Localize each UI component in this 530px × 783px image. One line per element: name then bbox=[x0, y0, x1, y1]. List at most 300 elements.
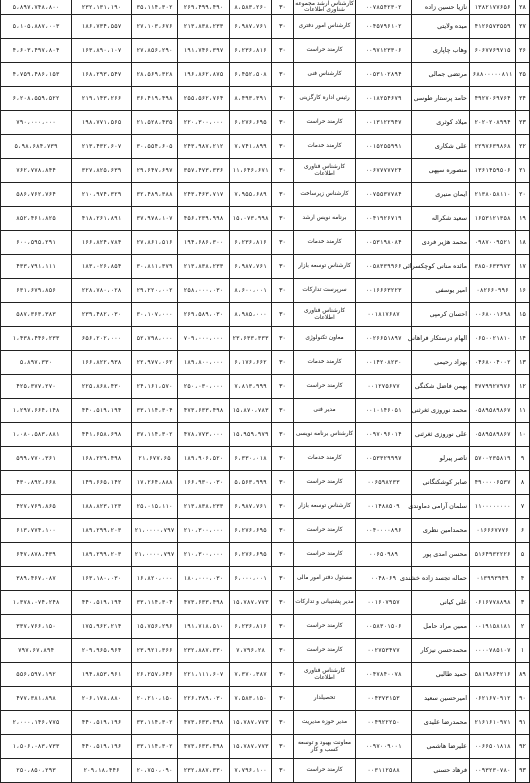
net-salary: ۱۸۸،۸۲۳،۱۲۳ bbox=[72, 495, 132, 519]
daily-wage: ۶،۲۷۶،۶۹۵ bbox=[230, 543, 272, 567]
gross-salary: ۱۸۹،۹۰۶،۵۲۰ bbox=[178, 447, 230, 471]
personnel-code: ۱۳۶۱۴۵۹۵۰۶ bbox=[470, 159, 516, 183]
total-amount: ۶۰۰،۵۹۵،۲۹۱ bbox=[1, 231, 72, 255]
daily-wage: ۶،۹۸۷،۷۶۱ bbox=[230, 495, 272, 519]
gross-salary: ۲۶۹،۴۹۹،۴۹۰ bbox=[178, 0, 230, 15]
deductions: ۲۷،۸۵۶،۲۹۰ bbox=[132, 39, 178, 63]
job-title: کارمند حراست bbox=[294, 639, 356, 663]
deductions: ۲۶،۲۵۷،۶۴۶ bbox=[132, 663, 178, 687]
work-days: ۳۰ bbox=[272, 231, 294, 255]
table-row bbox=[1, 471, 530, 495]
deductions: ۳۲،۴۸۹،۳۸۸ bbox=[132, 183, 178, 207]
deductions: ۳۳،۱۱۴،۳۰۴ bbox=[132, 399, 178, 423]
row-number: ۲۰ bbox=[516, 183, 530, 207]
gross-salary: ۲۵۸،۰۰۰،۰۳۰ bbox=[178, 279, 230, 303]
total-amount: ۵۹۹،۷۷۰،۳۶۱ bbox=[1, 447, 72, 471]
daily-wage: ۷،۷۹۶،۱۰۰ bbox=[230, 759, 272, 783]
work-days: ۳۰ bbox=[272, 135, 294, 159]
work-days: ۳۰ bbox=[272, 111, 294, 135]
personnel-code: ۲۲۹۷۶۳۹۸۶۸ bbox=[470, 135, 516, 159]
deductions: ۵۲،۷۹۸،۰۰۰ bbox=[132, 327, 178, 351]
national-id: ۰۰۱۴۸۸۵۰۹ bbox=[356, 495, 412, 519]
national-id: ۰۰۵۳۳۲۹۹۹۷ bbox=[356, 447, 412, 471]
work-days: ۳۰ bbox=[272, 351, 294, 375]
gross-salary: ۲۱۳،۸۳۸،۲۳۳ bbox=[178, 495, 230, 519]
personnel-code: ۲۱۶۱۶۱۰۹۷۱ bbox=[470, 711, 516, 735]
employee-name: سعید شکراله bbox=[412, 207, 470, 231]
national-id: ۰۰۳۱۱۲۵۸۸ bbox=[356, 759, 412, 783]
deductions: ۲۴،۱۶۱،۵۷۰ bbox=[132, 375, 178, 399]
daily-wage: ۶،۹۸۷،۷۶۱ bbox=[230, 255, 272, 279]
job-title: مدیر پشتیبانی و تدارکات bbox=[294, 591, 356, 615]
total-amount: ۷۹۰،۰۰۰،۰۰۰ bbox=[1, 111, 72, 135]
employee-name: علیرضا هاشمی bbox=[412, 735, 470, 759]
job-title: سرپرست تدارکات bbox=[294, 279, 356, 303]
net-salary: ۱۶۶،۸۲۴،۷۸۴ bbox=[72, 231, 132, 255]
table-row bbox=[1, 183, 530, 207]
work-days: ۳۰ bbox=[272, 255, 294, 279]
total-amount: ۱،۵۰۶،۰۸۳،۷۳۳ bbox=[1, 735, 72, 759]
daily-wage: ۶،۲۳۶،۸۱۶ bbox=[230, 615, 272, 639]
row-number: ۹۰ bbox=[516, 687, 530, 711]
row-number: ۲۵ bbox=[516, 63, 530, 87]
deductions: ۲۸،۵۶۹،۳۲۸ bbox=[132, 63, 178, 87]
table-row bbox=[1, 591, 530, 615]
deductions: ۲۵،۰۱۵،۱۱۰ bbox=[132, 495, 178, 519]
job-title: کارمند حراست bbox=[294, 375, 356, 399]
personnel-code: ۱۳۸۲۱۷۷۶۵۶ bbox=[470, 0, 516, 15]
net-salary: ۱۶۳،۱۸۰،۰۳۰ bbox=[72, 567, 132, 591]
national-id: ۰۰۹۷۱۲۳۳۰۶ bbox=[356, 39, 412, 63]
work-days: ۳۰ bbox=[272, 519, 294, 543]
daily-wage: ۶،۲۳۶،۸۱۶ bbox=[230, 39, 272, 63]
net-salary: ۲۳۹،۴۸۲،۰۳۰ bbox=[72, 303, 132, 327]
total-amount: ۲،۰۰۰،۱۴۶،۷۷۵ bbox=[1, 711, 72, 735]
employee-name: ممين مراد حامل bbox=[412, 615, 470, 639]
net-salary: ۳۲۷،۸۲۵،۶۳۹ bbox=[72, 159, 132, 183]
daily-wage: ۱۵،۰۷۳،۹۹۸ bbox=[230, 207, 272, 231]
deductions: ۱۶،۸۲۰،۰۰۰ bbox=[132, 567, 178, 591]
total-amount: ۶۴۷،۸۷۸،۴۳۹ bbox=[1, 543, 72, 567]
gross-salary: ۲۴۳،۹۸۷،۲۱۲ bbox=[178, 135, 230, 159]
row-number: ۱۲ bbox=[516, 375, 530, 399]
gross-salary: ۷۰۹،۰۰۰،۰۰۰ bbox=[178, 327, 230, 351]
total-amount: ۱،۴۳۸،۴۴۶،۲۳۳ bbox=[1, 327, 72, 351]
deductions: ۳۳،۱۱۴،۳۰۲ bbox=[132, 735, 178, 759]
deductions: ۱۵،۷۵۶،۲۹۶ bbox=[132, 615, 178, 639]
table-row bbox=[1, 327, 530, 351]
employee-name: محمد نوروزی ثغرثنی bbox=[412, 399, 470, 423]
net-salary: ۲۱۰،۹۷۴،۳۲۹ bbox=[72, 183, 132, 207]
gross-salary: ۴۷۳،۶۳۳،۴۹۸ bbox=[178, 711, 230, 735]
daily-wage: ۷،۸۱۳،۹۹۹ bbox=[230, 375, 272, 399]
daily-wage: ۶،۴۵۲،۵۰۸ bbox=[230, 63, 272, 87]
row-number: ۲۲ bbox=[516, 135, 530, 159]
table-row bbox=[1, 495, 530, 519]
job-title: کارشناس زیرساخت bbox=[294, 183, 356, 207]
net-salary: ۱۶۶،۸۲۲،۹۳۸ bbox=[72, 351, 132, 375]
gross-salary: ۴۷۳،۶۳۳،۴۹۸ bbox=[178, 399, 230, 423]
gross-salary: ۲۱۰،۳۰۰،۰۰۰ bbox=[178, 519, 230, 543]
work-days: ۳۰ bbox=[272, 471, 294, 495]
daily-wage: ۸،۹۸۵،۰۰۰ bbox=[230, 303, 272, 327]
employee-name: منصوره سپهی bbox=[412, 159, 470, 183]
daily-wage: ۶،۳۳۰،۰۱۸ bbox=[230, 447, 272, 471]
personnel-code: ۰۶۱۶۷۷۸۸۹۸ bbox=[470, 591, 516, 615]
work-days: ۳۰ bbox=[272, 375, 294, 399]
daily-wage: ۷،۳۷۰،۳۸۷ bbox=[230, 663, 272, 687]
job-title: رئیس اداره کارگزینی bbox=[294, 87, 356, 111]
personnel-code: ۲۰۲۰۲۰۸۹۹۴ bbox=[470, 111, 516, 135]
national-id: ۰۰۵۸۳۰۱۵۰۶ bbox=[356, 615, 412, 639]
row-number: ۹۱ bbox=[516, 711, 530, 735]
national-id: ۰۰۲۶۶۵۱۸۹۷ bbox=[356, 327, 412, 351]
work-days: ۳۰ bbox=[272, 543, 294, 567]
deductions: ۲۰،۷۵۰،۰۹۰ bbox=[132, 759, 178, 783]
net-salary: ۴۴۰،۵۱۹،۱۹۶ bbox=[72, 735, 132, 759]
national-id: ۰۰۶۷۷۷۷۷۲۴ bbox=[356, 159, 412, 183]
personnel-code: ۴۹۲۷۰۶۹۷۶۴ bbox=[470, 87, 516, 111]
gross-salary: ۲۲۶،۳۸۹،۰۳۰ bbox=[178, 687, 230, 711]
personnel-code: ۰۵۸۹۵۸۹۸۶۷ bbox=[470, 399, 516, 423]
row-number: ۱۷ bbox=[516, 255, 530, 279]
gross-salary: ۲۵۰،۰۳۰،۰۰۰ bbox=[178, 375, 230, 399]
net-salary: ۲۲۵،۸۶۸،۴۳۰ bbox=[72, 375, 132, 399]
national-id: ۰۰۴۸۰۶۹ bbox=[356, 567, 412, 591]
job-title: کارشناس فناوری اطلاعات bbox=[294, 303, 356, 327]
national-id: ۰۰۶۵۰۹۸۹ bbox=[356, 543, 412, 567]
table-row bbox=[1, 639, 530, 663]
table-row bbox=[1, 255, 530, 279]
total-amount: ۴۲۵،۳۷۷،۲۷۰ bbox=[1, 375, 72, 399]
personnel-code: ۵۱۶۴۹۳۲۲۲۶ bbox=[470, 543, 516, 567]
work-days: ۳۰ bbox=[272, 63, 294, 87]
daily-wage: ۶،۲۳۶،۸۱۶ bbox=[230, 231, 272, 255]
table-row bbox=[1, 375, 530, 399]
row-number: ۲ bbox=[516, 615, 530, 639]
personnel-code: ۱۱۰۰۰۰۰۰۰۰ bbox=[470, 495, 516, 519]
personnel-code: ۰۹۸۷۰۰۹۵۲۱ bbox=[470, 231, 516, 255]
deductions: ۲۹،۶۴۷،۶۹۷ bbox=[132, 159, 178, 183]
deductions: ۲۰،۲۱۰،۱۵۰ bbox=[132, 687, 178, 711]
net-salary: ۴۴۰،۵۱۹،۱۹۴ bbox=[72, 399, 132, 423]
national-id: ۰۰۱۲۷۵۶۷۷ bbox=[356, 375, 412, 399]
total-amount: ۴۷۷،۳۸۱،۸۹۸ bbox=[1, 687, 72, 711]
daily-wage: ۶،۲۷۶،۶۹۵ bbox=[230, 111, 272, 135]
personnel-code: ۰۵۸۹۵۸۹۸۶۷ bbox=[470, 423, 516, 447]
national-id: ۰۰۱۶۶۶۳۲۲۳ bbox=[356, 279, 412, 303]
row-number: ۹۳ bbox=[516, 759, 530, 783]
daily-wage: ۷،۷۴۱،۸۹۹ bbox=[230, 135, 272, 159]
work-days: ۳۰ bbox=[272, 447, 294, 471]
daily-wage: ۱۵،۹۵۹،۹۷۹ bbox=[230, 423, 272, 447]
work-days: ۳۰ bbox=[272, 159, 294, 183]
total-amount: ۷۶۲،۷۷۸،۸۴۴ bbox=[1, 159, 72, 183]
net-salary: ۲۳۲،۱۳۱،۱۹۰ bbox=[72, 0, 132, 15]
employee-name: محمدحسن نیزکار bbox=[412, 639, 470, 663]
personnel-code: ۰۴۶۸۰۰۴۰۰۲ bbox=[470, 351, 516, 375]
work-days: ۳۰ bbox=[272, 615, 294, 639]
job-title: مدیر حوزه مدیریت bbox=[294, 711, 356, 735]
national-id: ۰۰۴۱۹۲۶۷۱۹ bbox=[356, 207, 412, 231]
gross-salary: ۲۲۰،۳۰۰،۰۰۰ bbox=[178, 111, 230, 135]
net-salary: ۱۴۹،۶۶۵،۱۴۲ bbox=[72, 471, 132, 495]
net-salary: ۴۴۰،۵۱۹،۱۹۴ bbox=[72, 591, 132, 615]
net-salary: ۱۶۸،۲۹۳،۵۴۷ bbox=[72, 63, 132, 87]
national-id: ۰۰۶۵۹۸۲۳۳ bbox=[356, 471, 412, 495]
total-amount: ۶،۲۰۸،۵۵۹،۵۲۲ bbox=[1, 87, 72, 111]
gross-salary: ۲۳۲،۸۸۷،۳۳۰ bbox=[178, 759, 230, 783]
total-amount: ۴۳۰،۸۹۲،۶۶۸ bbox=[1, 471, 72, 495]
employee-name: بهمن فاضل شکنگی bbox=[412, 375, 470, 399]
net-salary: ۱۸۹،۲۹۹،۲۰۳ bbox=[72, 543, 132, 567]
work-days: ۳۰ bbox=[272, 759, 294, 783]
employee-name: امیرحسین سعید bbox=[412, 687, 470, 711]
gross-salary: ۲۶۹،۵۸۹،۰۳۰ bbox=[178, 303, 230, 327]
table-row bbox=[1, 159, 530, 183]
work-days: ۳۰ bbox=[272, 711, 294, 735]
daily-wage: ۷،۹۵۵،۶۸۹ bbox=[230, 183, 272, 207]
row-number: ۲۶ bbox=[516, 39, 530, 63]
net-salary: ۱۶۳،۸۹۰،۱۰۷ bbox=[72, 39, 132, 63]
work-days: ۳۰ bbox=[272, 735, 294, 759]
work-days: ۳۰ bbox=[272, 39, 294, 63]
national-id: ۰۰۱۴۲۰۸۲۳۰ bbox=[356, 351, 412, 375]
deductions: ۳۷،۹۷۸،۱۰۷ bbox=[132, 207, 178, 231]
job-title: کارمند خدمات bbox=[294, 135, 356, 159]
daily-wage: ۶،۱۷۶،۶۶۲ bbox=[230, 351, 272, 375]
row-number: ۱۱ bbox=[516, 399, 530, 423]
row-number: ۳ bbox=[516, 591, 530, 615]
work-days: ۳۰ bbox=[272, 207, 294, 231]
gross-salary: ۴۷۸،۷۷۳،۰۰۰ bbox=[178, 423, 230, 447]
personnel-code: ۳۸۵۰۶۳۳۹۷۲ bbox=[470, 255, 516, 279]
gross-salary: ۱۸۰،۰۰۰،۰۳۰ bbox=[178, 567, 230, 591]
total-amount: ۴۳۳،۷۹۱،۱۱۱ bbox=[1, 255, 72, 279]
employee-name: مرتضی جمالی bbox=[412, 63, 470, 87]
work-days: ۳۰ bbox=[272, 0, 294, 15]
work-days: ۳۰ bbox=[272, 279, 294, 303]
gross-salary: ۱۹۶،۸۶۲،۸۷۵ bbox=[178, 63, 230, 87]
employee-name: احسان کرمپی bbox=[412, 303, 470, 327]
work-days: ۳۰ bbox=[272, 591, 294, 615]
employee-name: بهزاد رحیمی bbox=[412, 351, 470, 375]
job-title: کارشناس فنی bbox=[294, 63, 356, 87]
daily-wage: ۸،۶۰۰،۰۰۱ bbox=[230, 279, 272, 303]
employee-name: مائده منانی کوچکسرائی bbox=[412, 255, 470, 279]
table-row bbox=[1, 303, 530, 327]
deductions: ۳۰،۸۱۱،۳۷۹ bbox=[132, 255, 178, 279]
personnel-code: ۰۰۹۳۲۳۰۷۸۰ bbox=[470, 759, 516, 783]
deductions: ۳۰،۵۵۴،۶۰۵ bbox=[132, 135, 178, 159]
row-number: ۱۸ bbox=[516, 231, 530, 255]
row-number: ۲۷ bbox=[516, 15, 530, 39]
table-row bbox=[1, 351, 530, 375]
job-title: کارمند خدمات bbox=[294, 231, 356, 255]
table-row bbox=[1, 231, 530, 255]
job-title: کارمند خدمات bbox=[294, 351, 356, 375]
national-id: ۰۰۴۹۲۲۲۵۰ bbox=[356, 711, 412, 735]
total-amount: ۲۵۰،۸۵۰،۲۹۳ bbox=[1, 759, 72, 783]
total-amount: ۶۱۳،۷۷۴،۱۰۰ bbox=[1, 519, 72, 543]
row-number: ۱۹ bbox=[516, 207, 530, 231]
national-id: ۰۰۴۵۷۹۶۱۰۲ bbox=[356, 15, 412, 39]
personnel-code: ۵۸۱۹۸۶۴۲۱۶ bbox=[470, 663, 516, 687]
table-row bbox=[1, 615, 530, 639]
total-amount: ۴،۷۵۹،۴۸۶،۱۵۳ bbox=[1, 63, 72, 87]
national-id: ۰۰۷۸۵۴۲۳۰۲ bbox=[356, 0, 412, 15]
net-salary: ۲۰۶،۱۷۸،۸۸۰ bbox=[72, 687, 132, 711]
net-salary: ۱۸۹،۲۹۹،۲۰۳ bbox=[72, 519, 132, 543]
employee-name: ایمان منیری bbox=[412, 183, 470, 207]
job-title: کارمند حراست bbox=[294, 111, 356, 135]
gross-salary: ۳۵۷،۴۷۳،۳۳۶ bbox=[178, 159, 230, 183]
gross-salary: ۴۷۳،۶۳۳،۴۹۸ bbox=[178, 735, 230, 759]
total-amount: ۱،۲۹۷،۶۶۴،۱۴۸ bbox=[1, 399, 72, 423]
gross-salary: ۲۳۲،۸۸۷،۳۳۰ bbox=[178, 639, 230, 663]
deductions: ۳۳،۱۱۴،۳۰۲ bbox=[132, 711, 178, 735]
table-row bbox=[1, 663, 530, 687]
job-title: کارمند حراست bbox=[294, 519, 356, 543]
row-number: ۱۵ bbox=[516, 303, 530, 327]
table-row bbox=[1, 735, 530, 759]
deductions: ۲۳،۹۲۱،۳۶۶ bbox=[132, 639, 178, 663]
row-number: ۶ bbox=[516, 519, 530, 543]
job-title: کارمند خدمات bbox=[294, 447, 356, 471]
personnel-code: ۱۶۵۳۱۲۱۳۵۸ bbox=[470, 207, 516, 231]
table-row bbox=[1, 567, 530, 591]
job-title: کارمند حراست bbox=[294, 471, 356, 495]
gross-salary: ۱۹۱،۷۱۸،۵۱۰ bbox=[178, 615, 230, 639]
daily-wage: ۶،۰۰۰،۰۰۱ bbox=[230, 567, 272, 591]
work-days: ۳۰ bbox=[272, 423, 294, 447]
gross-salary: ۲۴۳،۴۶۳،۷۱۷ bbox=[178, 183, 230, 207]
work-days: ۳۰ bbox=[272, 495, 294, 519]
personnel-code: ۰۶۵۰۰۲۱۸۱۰ bbox=[470, 327, 516, 351]
table-row bbox=[1, 711, 530, 735]
work-days: ۳۰ bbox=[272, 15, 294, 39]
total-amount: ۵،۸۹۷،۷۴۸،۸۰۰ bbox=[1, 0, 72, 15]
row-number: ۸۹ bbox=[516, 663, 530, 687]
national-id: ۰۰۱۶۰۷۹۵۷ bbox=[356, 591, 412, 615]
deductions: ۲۷،۸۶۱،۵۱۶ bbox=[132, 231, 178, 255]
national-id: ۰۰۲۷۵۳۴۷۷ bbox=[356, 639, 412, 663]
row-number: ۱ bbox=[516, 639, 530, 663]
row-number: ۲۴ bbox=[516, 87, 530, 111]
employee-name: محسن امدی پور bbox=[412, 543, 470, 567]
national-id: ۰۰۱۵۲۵۵۹۹۱ bbox=[356, 135, 412, 159]
job-title: کارمند حراست bbox=[294, 759, 356, 783]
net-salary: ۴۱۸،۲۶۱،۸۹۱ bbox=[72, 207, 132, 231]
row-number: ۱۰ bbox=[516, 423, 530, 447]
total-amount: ۳۳۷،۷۶۶،۱۵۰ bbox=[1, 615, 72, 639]
row-number: ۵ bbox=[516, 543, 530, 567]
total-amount: ۵،۱۰۵،۸۸۷،۰۰۳ bbox=[1, 15, 72, 39]
net-salary: ۱۸۶،۷۳۴،۵۵۷ bbox=[72, 15, 132, 39]
table-row bbox=[1, 687, 530, 711]
employee-name: علی کیانی bbox=[412, 591, 470, 615]
daily-wage: ۱۵،۸۷۰،۷۸۳ bbox=[230, 399, 272, 423]
net-salary: ۴۴۰،۵۱۹،۱۹۶ bbox=[72, 711, 132, 735]
work-days: ۳۰ bbox=[272, 639, 294, 663]
net-salary: ۲۱۹،۱۴۳،۲۶۶ bbox=[72, 87, 132, 111]
employee-name: ناصر پیرلو bbox=[412, 447, 470, 471]
table-row bbox=[1, 759, 530, 783]
personnel-code: ۰۰۶۸۰۰۱۶۹۸ bbox=[470, 303, 516, 327]
total-amount: ۳۸۹،۴۶۷،۰۸۷ bbox=[1, 567, 72, 591]
row-number: ۴ bbox=[516, 567, 530, 591]
daily-wage: ۸،۵۸۳،۲۶۰ bbox=[230, 0, 272, 15]
national-id: ۰۰۱۳۱۲۲۹۴۷ bbox=[356, 111, 412, 135]
employee-name: وهاب چاپاری bbox=[412, 39, 470, 63]
national-id: ۰۰۴۳۷۳۱۵۳ bbox=[356, 687, 412, 711]
employee-name: حمید طالبی bbox=[412, 663, 470, 687]
daily-wage: ۷،۷۹۶،۲۸ bbox=[230, 639, 272, 663]
total-amount: ۵۸۶،۷۶۲،۷۶۴ bbox=[1, 183, 72, 207]
national-id: ۰۰۱۰۱۴۶۰۵۱ bbox=[356, 399, 412, 423]
national-id: ۰۰۵۸۳۳۹۹۶۶ bbox=[356, 255, 412, 279]
national-id: ۰۰۴۷۸۴۰۰۷۸ bbox=[356, 663, 412, 687]
total-amount: ۵،۸۹۷،۳۳۰ bbox=[1, 351, 72, 375]
row-number: ۲۱ bbox=[516, 159, 530, 183]
job-title: کارمند حراست bbox=[294, 615, 356, 639]
table-row bbox=[1, 207, 530, 231]
personnel-code: ۰۰۶۶۵۰۱۸۱۸ bbox=[470, 735, 516, 759]
table-row bbox=[1, 135, 530, 159]
work-days: ۳۰ bbox=[272, 87, 294, 111]
table-row bbox=[1, 279, 530, 303]
daily-wage: ۶،۹۸۷،۷۶۱ bbox=[230, 15, 272, 39]
daily-wage: ۷،۵۸۳،۱۵۰ bbox=[230, 687, 272, 711]
job-title: برنامه نویس ارشد bbox=[294, 207, 356, 231]
daily-wage: ۵،۵۶۳،۹۹۹ bbox=[230, 471, 272, 495]
net-salary: ۱۷۵،۹۶۲،۲۱۴ bbox=[72, 615, 132, 639]
gross-salary: ۱۶۶،۹۳۰،۰۳۰ bbox=[178, 471, 230, 495]
gross-salary: ۲۲۱،۱۱۱،۶۰۷ bbox=[178, 663, 230, 687]
deductions: ۳۶،۴۱۹،۴۹۸ bbox=[132, 87, 178, 111]
job-title: کارشناس برنامه نویسی bbox=[294, 423, 356, 447]
total-amount: ۱،۳۷۸،۰۷۴،۲۴۸ bbox=[1, 591, 72, 615]
work-days: ۳۰ bbox=[272, 399, 294, 423]
personnel-code: ۶۰۶۷۷۶۹۷۱۵ bbox=[470, 39, 516, 63]
job-title: مسئول دفتر امور مالی bbox=[294, 567, 356, 591]
gross-salary: ۲۵۵،۵۶۲،۷۶۴ bbox=[178, 87, 230, 111]
national-id: ۰۰۴۰۰۰۰۸۹۶ bbox=[356, 519, 412, 543]
personnel-code: ۰۶۲۱۶۷۰۹۱۲ bbox=[470, 687, 516, 711]
job-title: تحصیلدار bbox=[294, 687, 356, 711]
work-days: ۳۰ bbox=[272, 567, 294, 591]
table-row bbox=[1, 63, 530, 87]
row-number: ۸ bbox=[516, 471, 530, 495]
net-salary: ۲۰۹،۹۶۵،۹۶۴ bbox=[72, 639, 132, 663]
national-id: ۰۰۷۵۵۳۷۷۸۴ bbox=[356, 183, 412, 207]
net-salary: ۱۹۸،۷۷۱،۵۶۵ bbox=[72, 111, 132, 135]
gross-salary: ۲۱۰،۳۰۰،۰۰۰ bbox=[178, 543, 230, 567]
job-title: کارشناس فناوری اطلاعات bbox=[294, 663, 356, 687]
deductions: ۲۱،۵۲۸،۴۳۵ bbox=[132, 111, 178, 135]
table-body bbox=[1, 0, 530, 783]
table-row bbox=[1, 543, 530, 567]
gross-salary: ۴۷۳،۶۳۳،۴۹۸ bbox=[178, 591, 230, 615]
work-days: ۳۰ bbox=[272, 687, 294, 711]
employee-name: علی شکاری bbox=[412, 135, 470, 159]
employee-name: میده ولایتی bbox=[412, 15, 470, 39]
employee-name: حماله تجسد زاده خشندی bbox=[412, 567, 470, 591]
row-number: ۹۲ bbox=[516, 735, 530, 759]
total-amount: ۱،۰۸۰،۵۸۳،۸۸۱ bbox=[1, 423, 72, 447]
row-number: ۱۴ bbox=[516, 327, 530, 351]
employee-name: امیر یوسفی bbox=[412, 279, 470, 303]
